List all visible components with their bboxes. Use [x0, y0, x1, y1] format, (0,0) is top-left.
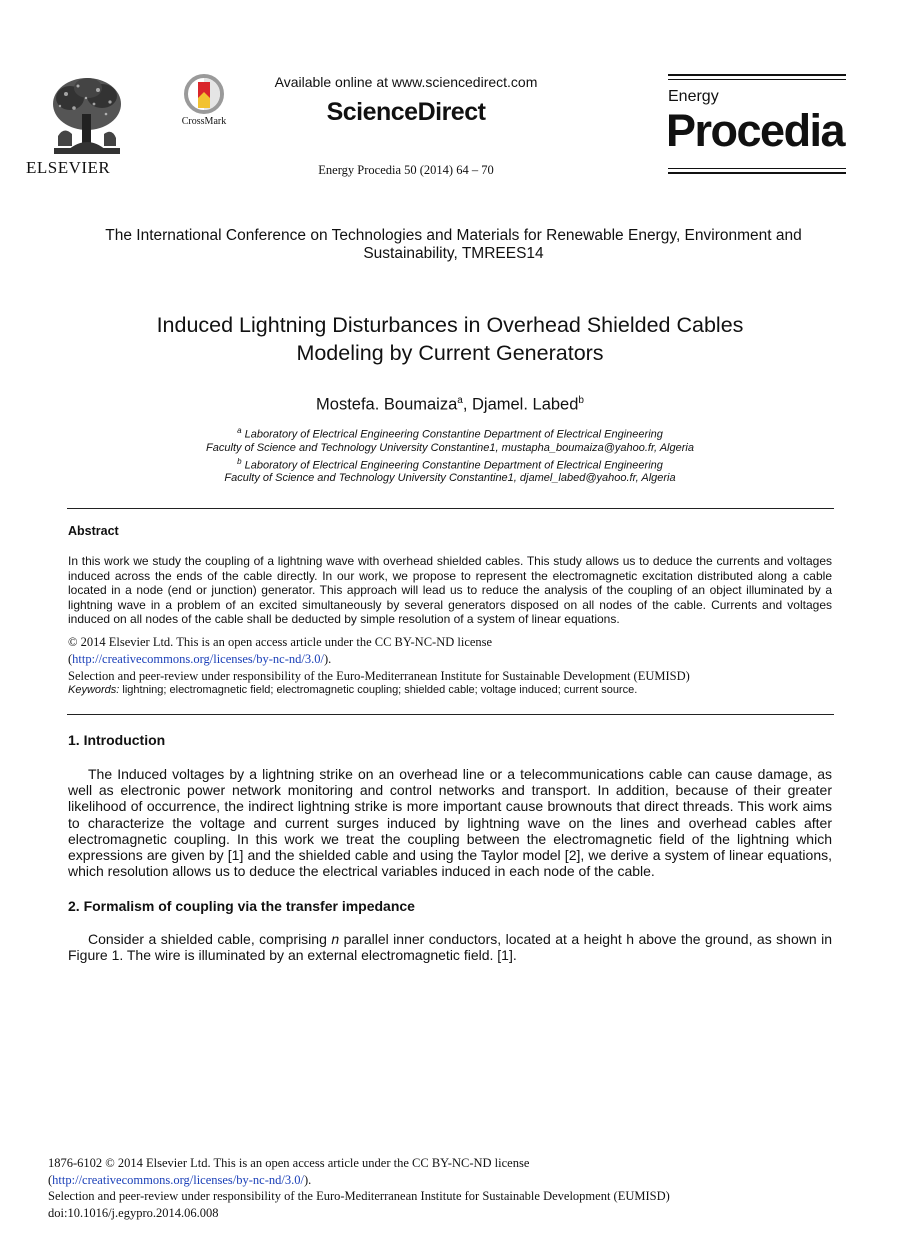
affiliation-line [90, 424, 810, 442]
crossmark-label: CrossMark [181, 116, 227, 127]
journal-reference: Energy Procedia 50 (2014) 64 – 70 [318, 163, 494, 177]
keywords-line [68, 683, 832, 698]
keywords-label: Keywords: [68, 684, 120, 696]
keywords-text: lightning; electromagnetic field; electromagnetic coupling; shielded cable; voltage induced; current source. [119, 684, 638, 696]
author-affiliation-mark: a [457, 395, 463, 406]
affiliation-text: Laboratory of Electrical Engineering Constantine Department of Electrical Engineering [244, 459, 663, 472]
paper-title [90, 311, 810, 367]
logo-rule-top-thin [668, 79, 846, 80]
paper-title-line2: Modeling by Current Generators [296, 341, 604, 365]
paren-close: ). [303, 1172, 312, 1187]
affiliation-list [90, 424, 810, 485]
affiliation-text: Laboratory of Electrical Engineering Constantine Department of Electrical Engineering [244, 428, 663, 441]
footer-license-link[interactable]: http://creativecommons.org/licenses/by-nc-nd/3.0/ [52, 1172, 304, 1187]
abstract-bottom-rule [67, 714, 834, 715]
crossmark-icon [184, 74, 224, 116]
paren-open: ( [68, 652, 73, 666]
formalism-text-part: parallel inner conductors, located at a height h above the ground, as shown in Figure 1. The wire is illuminated by an external electromagnetic field. [1]. [68, 931, 832, 964]
introduction-paragraph: The Induced voltages by a lightning strike on an overhead line or a telecommunications cable can cause damage, as well as electronic power network monitoring and control networks and transport. In addition, because of their greater likelihood of occurrence, the indirect lightning strike is more important cause brownouts that direct threads. This work aims to characterize the voltage and current surges induced by lightning wave on the lines and overhead cables after electromagnetic coupling. In this work we treat the coupling between the electromagnetic field of the lightning which expressions are given by [1] and the shielded cable and using the Taylor model [2], we derive a system of linear equations, which resolution allows us to deduce the electrical variables induced in each node of the cable. [68, 766, 832, 880]
affiliation-line: Faculty of Science and Technology University Constantine1, djamel_labed@yahoo.fr, Algeria [224, 472, 676, 485]
abstract-top-rule [67, 508, 834, 509]
author-affiliation-mark: b [578, 395, 584, 406]
affiliation-line [90, 455, 810, 473]
author-name: Djamel. Labed [472, 395, 579, 414]
affiliation-mark: b [237, 456, 242, 466]
footer-issn-line: 1876-6102 © 2014 Elsevier Ltd. This is an open access article under the CC BY-NC-ND license [48, 1156, 530, 1170]
peer-review-notice: Selection and peer-review under responsibility of the Euro-Mediterranean Institute for Sustainable Development (EUMISD) [68, 669, 690, 683]
energy-procedia-logo [668, 74, 846, 178]
formalism-text-part: Consider a shielded cable, comprising [88, 931, 332, 947]
paper-title-line1: Induced Lightning Disturbances in Overhead Shielded Cables [156, 313, 744, 337]
paren-close: ). [323, 652, 332, 666]
logo-rule-top [668, 74, 846, 76]
section-heading-formalism: 2. Formalism of coupling via the transfer impedance [68, 898, 415, 914]
footer-doi: doi:10.1016/j.egypro.2014.06.008 [48, 1205, 219, 1220]
crossmark-badge[interactable] [176, 74, 232, 132]
formalism-paragraph [68, 931, 832, 963]
section-heading-introduction: 1. Introduction [68, 732, 166, 748]
copyright-notice: © 2014 Elsevier Ltd. This is an open access article under the CC BY-NC-ND license [68, 635, 493, 649]
author-separator: , [462, 395, 472, 414]
available-online-text: Available online at www.sciencedirect.com [274, 74, 538, 90]
abstract-heading: Abstract [68, 524, 119, 538]
elsevier-logo [26, 74, 146, 178]
footer-peer-review-line: Selection and peer-review under responsibility of the Euro-Mediterranean Institute for Sustainable Development (EUMISD) [48, 1189, 670, 1203]
affiliation-line: Faculty of Science and Technology University Constantine1, mustapha_boumaiza@yahoo.fr, Algeria [206, 441, 694, 454]
author-list [100, 395, 800, 415]
abstract-text: In this work we study the coupling of a lightning wave with overhead shielded cables. This study allows us to deduce the currents and voltages induced across the ends of the cable directly. In our work, we propose to represent the electromagnetic excitation distributed along a cable located in a node (end or junction) generator. This approach will lead us to reduce the analysis of the coupling of an object illuminated by a lightning wave in a problem of an excited simultaneously by several generators disposed on all nodes of the cable. Currents and voltages induced on all nodes of the cable shall be deducted by simple resolution of a system of linear equations. [68, 554, 832, 627]
conference-name: The International Conference on Technologies and Materials for Renewable Energy, Environment and Sustainability, TMREES14 [105, 227, 802, 262]
elsevier-tree-icon [48, 74, 126, 158]
logo-rule-bottom [668, 172, 846, 174]
logo-rule-bottom-thin [668, 168, 846, 169]
page-footer [48, 1155, 848, 1221]
elsevier-wordmark: ELSEVIER [26, 158, 111, 177]
footer-license-line [48, 1172, 848, 1189]
license-link[interactable]: http://creativecommons.org/licenses/by-nc-nd/3.0/ [72, 652, 324, 666]
energy-wordmark: Energy [668, 88, 719, 105]
affiliation-mark: a [237, 426, 242, 435]
license-line [68, 651, 832, 668]
paren-open: ( [48, 1172, 53, 1187]
procedia-wordmark: Procedia [666, 105, 845, 156]
author-name: Mostefa. Boumaiza [316, 395, 458, 414]
sciencedirect-wordmark: ScienceDirect [326, 98, 486, 126]
formalism-variable: n [331, 931, 340, 947]
